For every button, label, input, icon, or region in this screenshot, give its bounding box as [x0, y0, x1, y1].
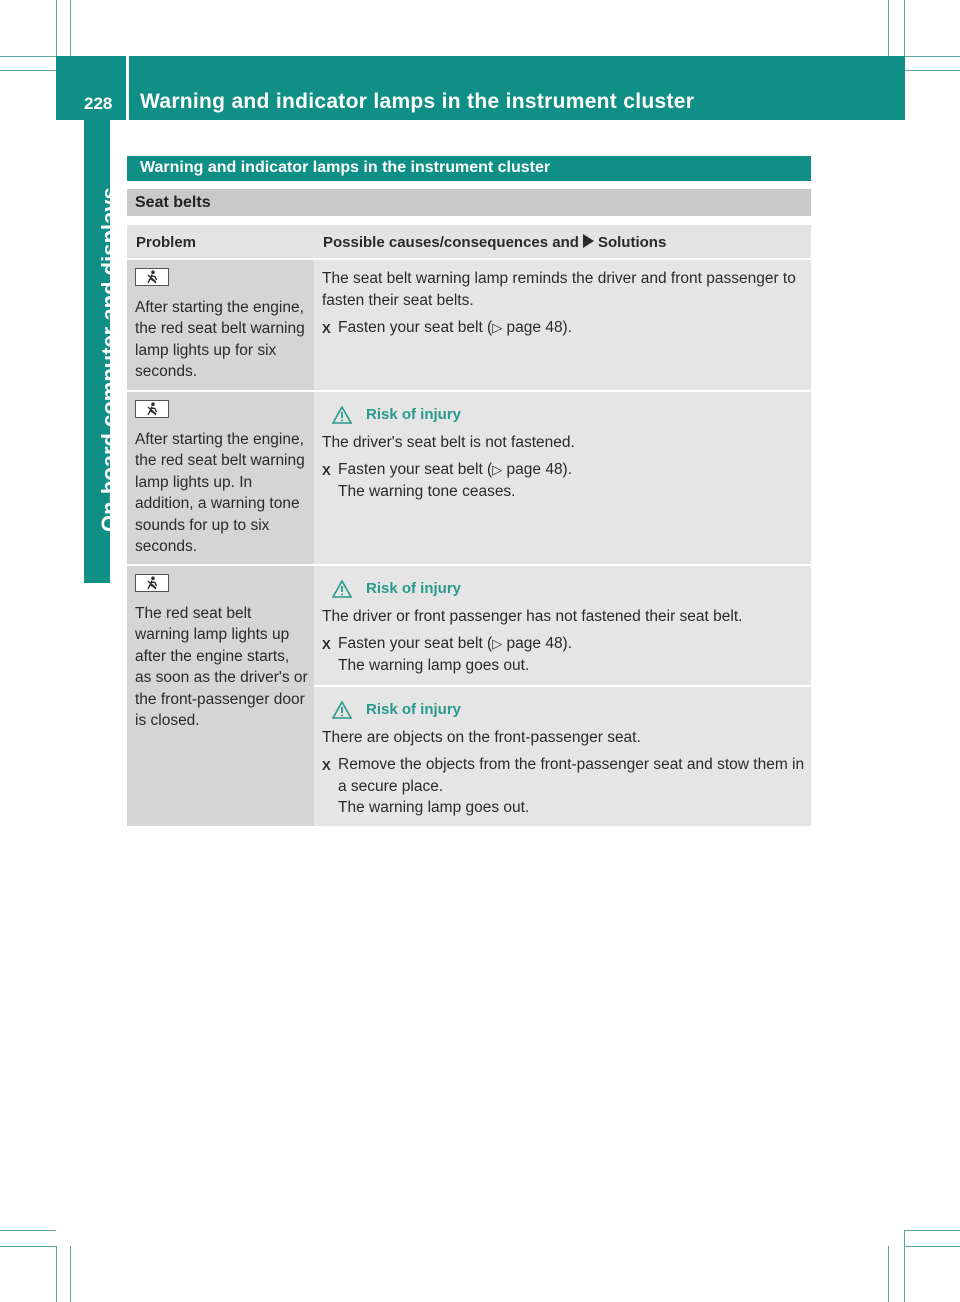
seat-belt-icon: [135, 574, 169, 592]
crop-mark: [0, 56, 56, 57]
cause-text: There are objects on the front-passenger seat.: [322, 728, 641, 746]
warning-triangle-icon: [332, 580, 352, 598]
crop-mark: [905, 1246, 960, 1247]
problem-text: After starting the engine, the red seat belt warning lamp lights up for six seconds.: [135, 298, 305, 380]
problem-text: After starting the engine, the red seat belt warning lamp lights up. In addition, a warning tone sounds for up to six seconds.: [135, 430, 305, 555]
cause-text: The driver or front passenger has not fastened their seat belt.: [322, 607, 743, 625]
seat-belt-table: [127, 225, 811, 826]
crop-mark: [70, 0, 71, 56]
page-reference-link[interactable]: page 48).: [506, 635, 573, 652]
crop-mark: [56, 1246, 57, 1302]
warning-heading: Risk of injury: [322, 699, 805, 721]
warning-triangle-icon: [332, 701, 352, 719]
step-x-icon: X: [322, 463, 331, 478]
cause-text: The driver's seat belt is not fastened.: [322, 433, 575, 451]
crop-mark: [905, 70, 960, 71]
chapter-side-label: On-board computer and displays: [97, 187, 122, 532]
solution-block: [314, 260, 811, 350]
subsection-title: Seat belts: [127, 189, 811, 216]
solution-cell: [314, 566, 811, 826]
crop-mark: [888, 1246, 889, 1302]
crop-mark: [0, 70, 56, 71]
page-number: 228: [84, 94, 113, 113]
step-x-icon: X: [322, 321, 331, 336]
warning-triangle-icon: [332, 406, 352, 424]
table-header: [127, 225, 811, 260]
seat-belt-icon: [135, 268, 169, 286]
cause-text: The seat belt warning lamp reminds the driver and front passenger to fasten their seat belts.: [322, 270, 796, 309]
warning-heading: Risk of injury: [322, 404, 805, 426]
problem-cell: [127, 260, 314, 390]
action-step: X Fasten your seat belt (▷ page 48). The warning lamp goes out.: [322, 633, 805, 676]
page-reference-link[interactable]: page 48).: [506, 461, 573, 478]
solution-block: [314, 685, 811, 829]
solution-cell: [314, 392, 811, 564]
page-ref-arrow-icon: ▷: [492, 636, 503, 651]
crop-mark: [905, 56, 960, 57]
table-row: [127, 392, 811, 566]
crop-mark: [905, 1230, 960, 1231]
solution-block: [314, 392, 811, 512]
problem-text: The red seat belt warning lamp lights up after the engine starts, as soon as the driver's or the front-passenger door is closed.: [135, 604, 308, 729]
problem-cell: [127, 566, 314, 826]
problem-cell: [127, 392, 314, 564]
page-ref-arrow-icon: ▷: [492, 462, 503, 477]
step-x-icon: X: [322, 758, 331, 773]
crop-mark: [904, 1230, 905, 1302]
column-header-causes: Possible causes/consequences and Solutions: [323, 234, 667, 251]
result-text: The warning lamp goes out.: [338, 656, 530, 674]
step-x-icon: X: [322, 637, 331, 652]
crop-mark: [0, 1230, 56, 1231]
solution-block: [314, 566, 811, 685]
crop-mark: [0, 1246, 56, 1247]
header-divider: [126, 56, 129, 120]
action-step: X Fasten your seat belt (▷ page 48). The warning tone ceases.: [322, 459, 805, 502]
column-header-problem: Problem: [136, 234, 197, 251]
result-text: The warning tone ceases.: [338, 482, 516, 500]
table-row: [127, 260, 811, 392]
action-step: X Fasten your seat belt (▷ page 48).: [322, 317, 805, 340]
page-reference-link[interactable]: page 48).: [506, 319, 573, 336]
table-row: [127, 566, 811, 826]
page-ref-arrow-icon: ▷: [492, 320, 503, 335]
warning-heading: Risk of injury: [322, 578, 805, 600]
page-header-title: Warning and indicator lamps in the instrument cluster: [140, 90, 695, 113]
result-text: The warning lamp goes out.: [338, 799, 530, 816]
arrow-right-icon: [583, 234, 594, 248]
action-step: X Remove the objects from the front-passenger seat and stow them in a secure place. The warning lamp goes out.: [322, 754, 805, 819]
crop-mark: [888, 0, 889, 56]
crop-mark: [70, 1246, 71, 1302]
crop-mark: [56, 0, 57, 56]
section-title: Warning and indicator lamps in the instrument cluster: [127, 156, 811, 181]
crop-mark: [904, 0, 905, 56]
seat-belt-icon: [135, 400, 169, 418]
solution-cell: [314, 260, 811, 390]
